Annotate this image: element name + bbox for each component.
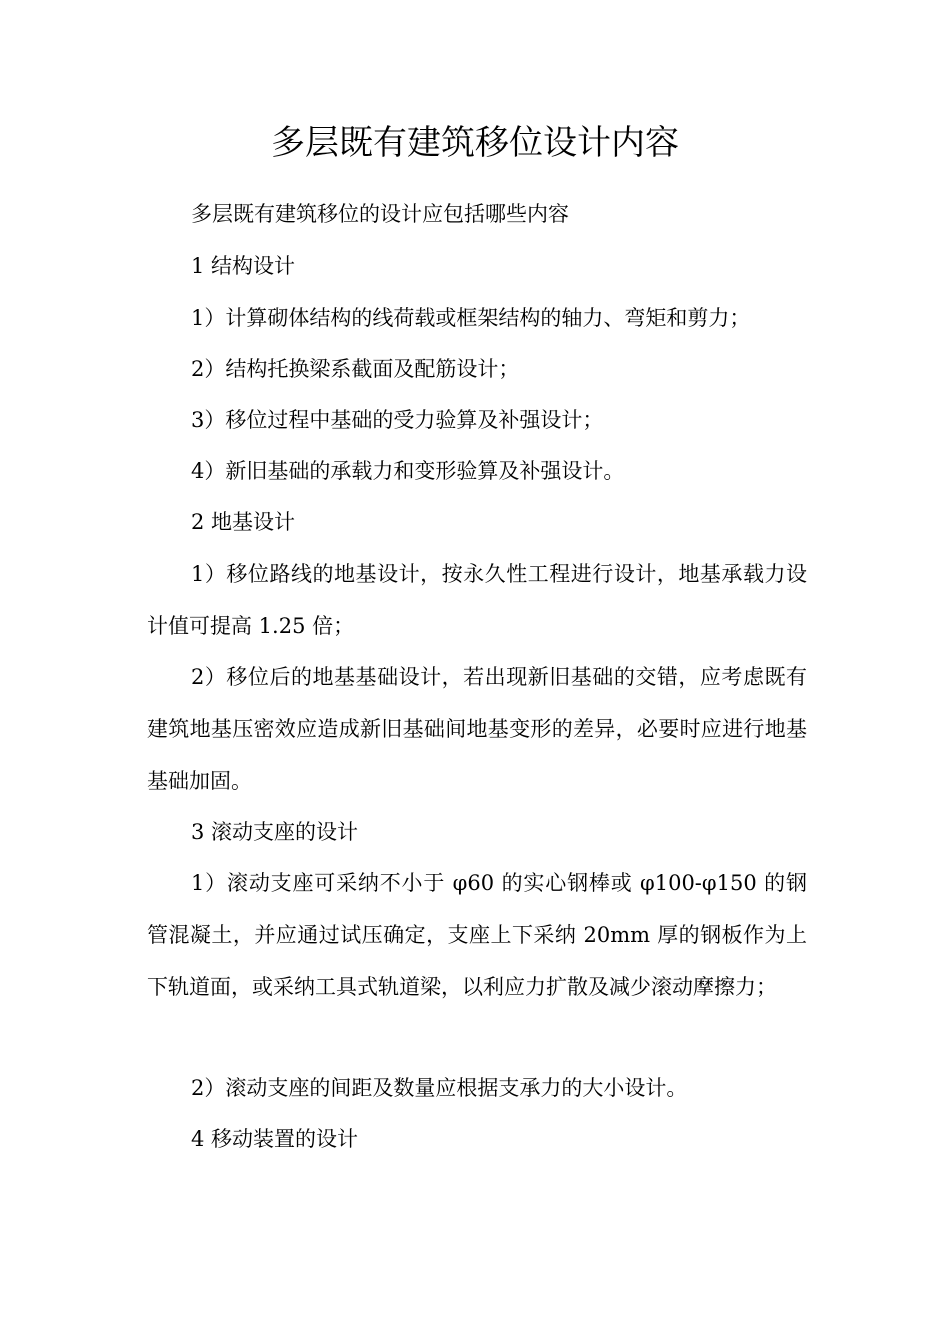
heading-moving-device: 4 移动装置的设计	[191, 1127, 359, 1151]
paragraph-foundation-1: 1）移位路线的地基设计，按永久性工程进行设计，地基承载力设计值可提高 1.25 倍；	[147, 562, 807, 638]
paragraph-structure-2: 2）结构托换梁系截面及配筋设计；	[191, 357, 520, 381]
heading-foundation-design: 2 地基设计	[191, 510, 296, 534]
heading-structure-design: 1 结构设计	[191, 254, 296, 278]
paragraph-structure-3: 3）移位过程中基础的受力验算及补强设计；	[191, 408, 604, 432]
paragraph-intro: 多层既有建筑移位的设计应包括哪些内容	[191, 202, 569, 226]
paragraph-structure-4: 4）新旧基础的承载力和变形验算及补强设计。	[191, 459, 625, 483]
document-title: 多层既有建筑移位设计内容	[271, 123, 679, 163]
paragraph-foundation-2: 2）移位后的地基基础设计，若出现新旧基础的交错，应考虑既有建筑地基压密效应造成新旧基础间地基变形的差异，必要时应进行地基基础加固。	[147, 665, 807, 793]
paragraph-roller-2: 2）滚动支座的间距及数量应根据支承力的大小设计。	[191, 1076, 688, 1100]
heading-roller-support: 3 滚动支座的设计	[191, 820, 359, 844]
paragraph-roller-1: 1）滚动支座可采纳不小于 φ60 的实心钢棒或 φ100-φ150 的钢管混凝土，并应通过试压确定，支座上下采纳 20mm 厚的钢板作为上下轨道面，或采纳工具式轨道梁，以利应力扩散及减少滚动摩擦力；	[147, 871, 807, 999]
paragraph-structure-1: 1）计算砌体结构的线荷载或框架结构的轴力、弯矩和剪力；	[191, 306, 751, 330]
